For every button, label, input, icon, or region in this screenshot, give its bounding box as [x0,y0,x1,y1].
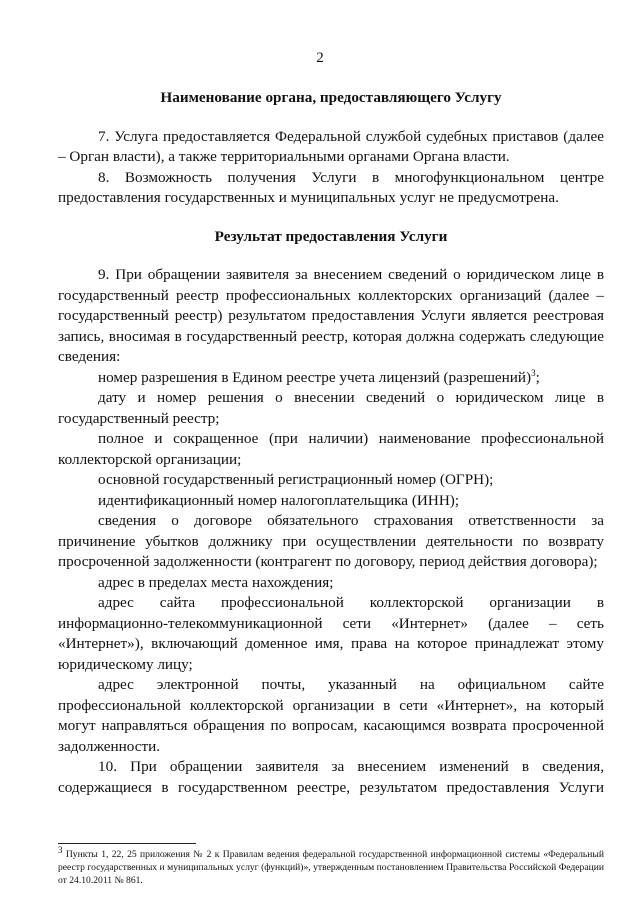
list-item-end: ; [535,368,540,386]
section-heading-authority: Наименование органа, предоставляющего Услугу [160,89,502,106]
page-number: 2 [316,50,324,66]
footnote-marker: 3 [58,844,63,855]
list-item-email: адрес электронной почты, указанный на официальном сайте профессиональной коллекторской организации в сети «Интернет», на который могут направляться обращения по вопросам, касающимся возврата просроченной задолженности. [58,676,604,755]
paragraph-9: 9. При обращении заявителя за внесением сведений о юридическом лице в государственный реестр профессиональных коллекторских организаций (далее – государственный реестр) результатом предоставления Услуги является реестровая запись, вносимая в государственный реестр, которая должна содержать следующие сведения: [58,266,604,365]
section-heading-result: Результат предоставления Услуги [214,227,448,245]
footnote [58,844,604,887]
paragraph-8: 8. Возможность получения Услуги в многофункциональном центре предоставления государственных и муниципальных услуг не предусмотрена. [58,168,604,206]
list-item-insurance-contract: сведения о договоре обязательного страхования ответственности за причинение убытков должнику при осуществлении деятельности по возврату просроченной задолженности (контрагент по договору, период действия договора); [58,512,604,570]
footnote-divider [58,843,196,844]
list-item-ogrn: основной государственный регистрационный номер (ОГРН); [98,471,494,488]
list-item-organization-name: полное и сокращенное (при наличии) наименование профессиональной коллекторской организации; [58,430,604,468]
footnote-text: Пункты 1, 22, 25 приложения № 2 к Правилам ведения федеральной государственной информационной системы «Федеральный реестр государственных и муниципальных услуг (функций)», утвержденным постановлением Правительства Российской Федерации от 24.10.2011 № 861. [58,849,604,886]
paragraph-10: 10. При обращении заявителя за внесением изменений в сведения, содержащиеся в государственном реестре, результатом предоставления Услуги [58,758,604,796]
footnote-ref: 3 [531,367,536,378]
list-item-inn: идентификационный номер налогоплательщика (ИНН); [98,491,460,509]
paragraph-7: 7. Услуга предоставляется Федеральной службой судебных приставов (далее – Орган власти), а также территориальными органами Органа власти. [58,127,604,165]
list-item-decision-date: дату и номер решения о внесении сведений о юридическом лице в государственный реестр; [58,389,604,427]
list-item-license-number [58,368,604,389]
document-body [58,88,604,798]
list-item-text: номер разрешения в Едином реестре учета лицензий (разрешений) [98,368,532,386]
list-item-website: адрес сайта профессиональной коллекторской организации в информационно-телекоммуникационной сети «Интернет» (далее – сеть «Интернет»), включающий доменное имя, права на которое принадлежат этому юридическому лицу; [58,594,604,673]
list-item-address: адрес в пределах места нахождения; [98,573,334,591]
